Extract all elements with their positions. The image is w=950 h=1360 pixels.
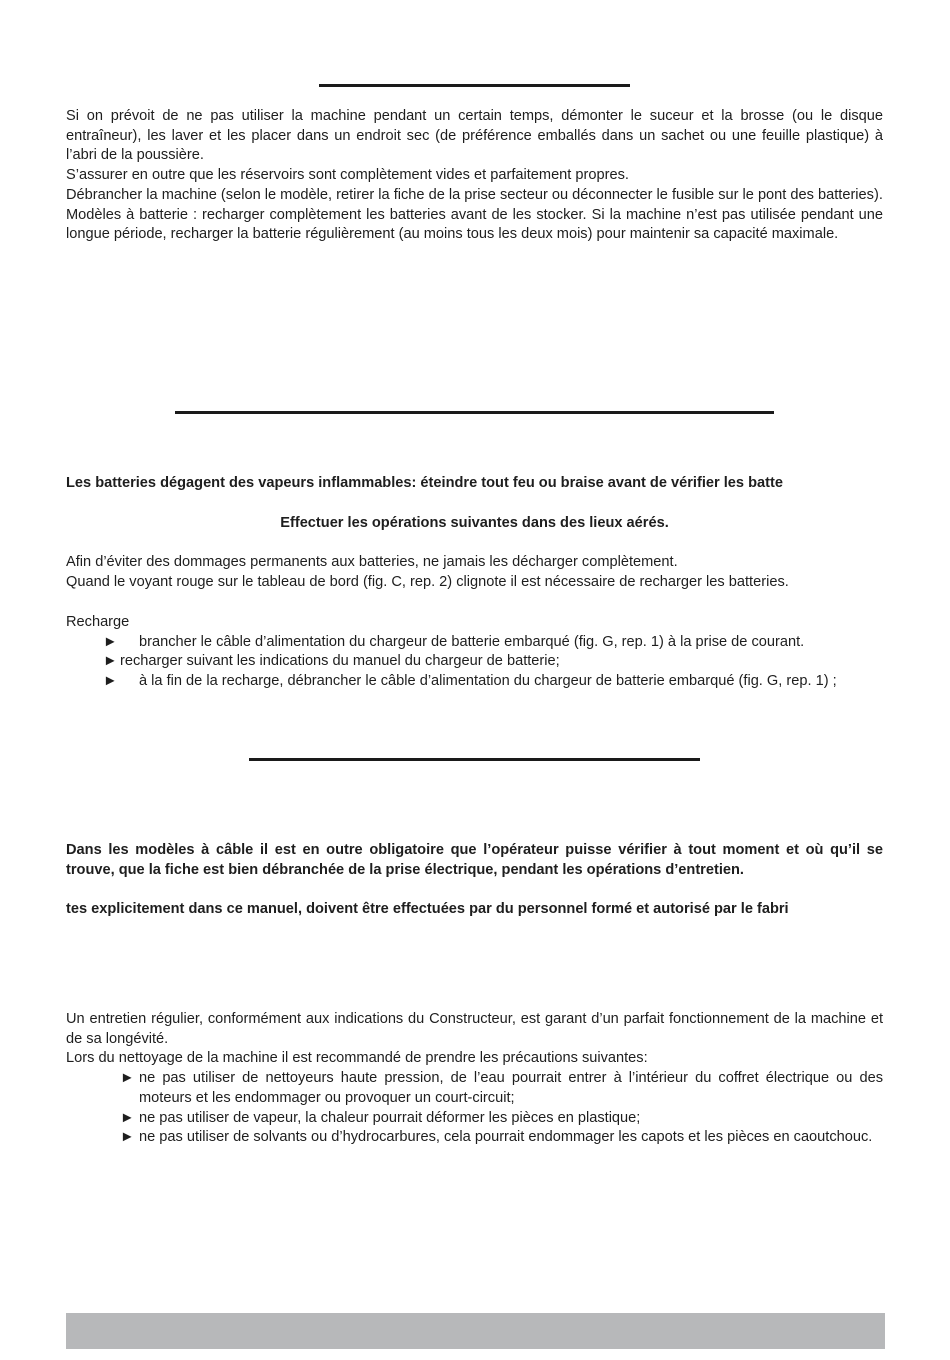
maintenance-section: [66, 841, 883, 920]
precaution-text: ne pas utiliser de vapeur, la chaleur pourrait déformer les pièces en plastique;: [139, 1109, 641, 1126]
storage-paragraph: Modèles à batterie : recharger complètement les batteries avant de les stocker. Si la machine n’est pas utilisée pendant une longue période, recharger la batterie régulièrement (au moins tous les deux mois) pour maintenir sa capacité maximale.: [66, 206, 883, 243]
heading-rule-batteries: [175, 411, 774, 414]
heading-rule-maintenance: [249, 758, 700, 761]
bullet-arrow-icon: ►: [120, 1109, 135, 1126]
cleaning-section: [66, 1010, 883, 1148]
storage-paragraph: Si on prévoit de ne pas utiliser la machine pendant un certain temps, démonter le suceur et la brosse (ou le disque entraîneur), les laver et les placer dans un endroit sec (de préférence emballés dans un sachet ou une feuille plastique) à l’abri de la poussière.: [66, 108, 883, 164]
storage-paragraph: S’assurer en outre que les réservoirs sont complètement vides et parfaitement propres.: [66, 167, 629, 184]
list-item: [66, 672, 883, 692]
list-item: [66, 1069, 883, 1108]
authorized-personnel-warning: tes explicitement dans ce manuel, doivent être effectuées par du personnel formé et autorisé par le fabri: [66, 901, 789, 918]
bullet-arrow-icon: ►: [103, 633, 118, 650]
recharge-label: Recharge: [66, 613, 130, 630]
bullet-arrow-icon: ►: [103, 653, 118, 670]
battery-intro: Quand le voyant rouge sur le tableau de bord (fig. C, rep. 2) clignote il est nécessaire de recharger les batteries.: [66, 574, 789, 591]
storage-section: [66, 107, 883, 245]
precaution-text: ne pas utiliser de nettoyeurs haute pression, de l’eau pourrait entrer à l’intérieur du coffret électrique ou des moteurs et les endommager ou provoquer un court-circuit;: [139, 1070, 883, 1106]
recharge-step-text: brancher le câble d’alimentation du chargeur de batterie embarqué (fig. G, rep. 1) à la prise de courant.: [139, 633, 805, 650]
bullet-arrow-icon: ►: [120, 1070, 135, 1087]
list-item: [66, 633, 883, 653]
storage-paragraph: Débrancher la machine (selon le modèle, retirer la fiche de la prise secteur ou déconnecter le fusible sur le pont des batteries).: [66, 186, 883, 203]
recharge-steps: [66, 633, 883, 692]
ventilation-notice: Effectuer les opérations suivantes dans des lieux aérés.: [280, 514, 669, 531]
battery-fire-warning: Les batteries dégagent des vapeurs inflammables: éteindre tout feu ou braise avant de vérifier les batte: [66, 475, 783, 491]
list-item: [66, 1128, 883, 1148]
precaution-text: ne pas utiliser de solvants ou d’hydrocarbures, cela pourrait endommager les capots et les pièces en caoutchouc.: [139, 1129, 873, 1146]
list-item: [66, 1109, 883, 1129]
cable-warning: Dans les modèles à câble il est en outre obligatoire que l’opérateur puisse vérifier à tout moment et où qu’il se trouve, que la fiche est bien débranchée de la prise électrique, pendant les opérations d’entretien.: [66, 842, 883, 878]
heading-rule-storage: [319, 84, 630, 87]
recharge-step-text: à la fin de la recharge, débrancher le câble d’alimentation du chargeur de batterie embarqué (fig. G, rep. 1) ;: [139, 672, 837, 689]
maintenance-intro: Un entretien régulier, conformément aux indications du Constructeur, est garant d’un parfait fonctionnement de la machine et de sa longévité.: [66, 1011, 883, 1047]
page-footer-bar: [66, 1313, 885, 1349]
bullet-arrow-icon: ►: [120, 1129, 135, 1146]
recharge-step-text: recharger suivant les indications du manuel du chargeur de batterie;: [120, 653, 560, 670]
cleaning-precautions: [66, 1069, 883, 1148]
list-item: [66, 652, 883, 672]
maintenance-intro: Lors du nettoyage de la machine il est recommandé de prendre les précautions suivantes:: [66, 1050, 648, 1067]
battery-intro: Afin d’éviter des dommages permanents aux batteries, ne jamais les décharger complètement.: [66, 554, 678, 571]
batteries-section: [66, 474, 883, 692]
bullet-arrow-icon: ►: [103, 672, 118, 689]
